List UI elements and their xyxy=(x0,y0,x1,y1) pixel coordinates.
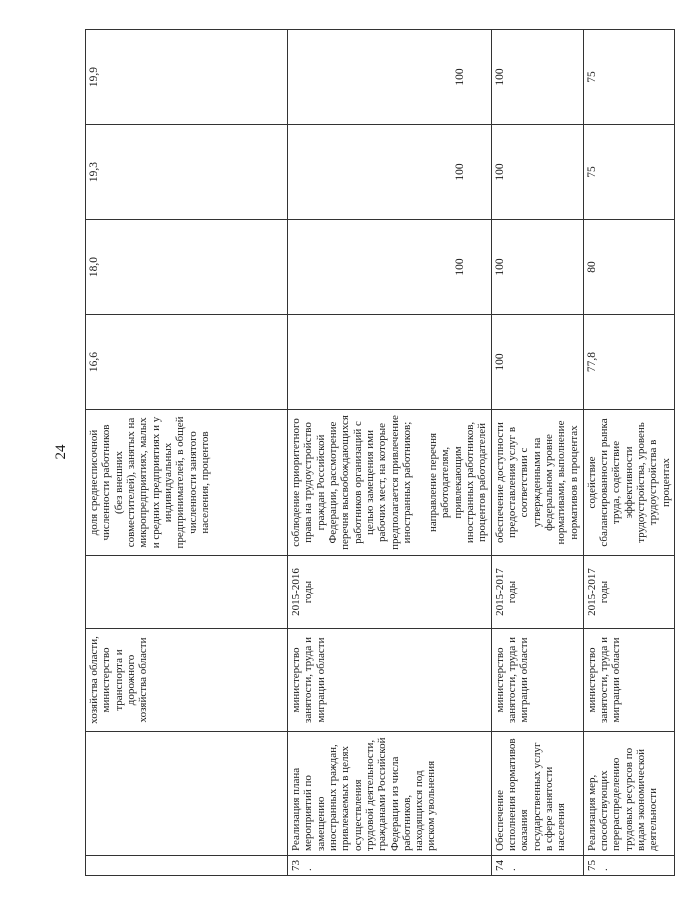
value-cell-3: 75 xyxy=(583,125,674,220)
value-cell-2: 80 xyxy=(583,220,674,315)
value-cell-3: 100 xyxy=(491,125,583,220)
indicator-cell xyxy=(288,410,492,556)
executor-cell: министерство занятости, труда и миграции области xyxy=(583,629,674,732)
executor-cell: министерство занятости, труда и миграции области xyxy=(288,629,492,732)
period-cell: 2015-2017 годы xyxy=(583,556,674,629)
executor-cell: хозяйства области, министерство транспорта и дорожного хозяйства области xyxy=(86,629,288,732)
period-cell: 2015-2016 годы xyxy=(288,556,492,629)
value-cell-4: 75 xyxy=(583,30,674,125)
indicator-cell: доля среднесписочной численности работников (без внешних совместителей), занятых на микропредприятиях, малых и средних предприятиях и у индивидуальных предпринимателей, в общей численности занятого населения, процентов xyxy=(86,410,288,556)
measures-table xyxy=(85,29,675,876)
value-cell-1: 77,8 xyxy=(583,315,674,410)
event-cell xyxy=(86,732,288,856)
table-row xyxy=(288,30,492,876)
table-row xyxy=(86,30,288,876)
event-cell: Реализация мер, способствующих перераспределению трудовых ресурсов по видам экономической деятельности xyxy=(583,732,674,856)
page-number: 24 xyxy=(53,444,69,460)
indicator-text-b: направление перечня работодателям, привлекающим иностранных работников, процентов работодателей xyxy=(427,421,489,544)
indicator-cell: обеспечение доступности предоставления услуг в соответствии с утвержденными на федеральном уровне нормативами, выполнение нормативов в процентах xyxy=(491,410,583,556)
event-cell: Реализация плана мероприятий по замещению иностранных граждан, привлекаемых в целях осуществления трудовой деятельности, гражданами Российской Федерации из числа работников, находящихся под риском увольнения xyxy=(288,732,492,856)
executor-cell: министерство занятости, труда и миграции области xyxy=(491,629,583,732)
value-cell-4: 100 xyxy=(288,30,492,125)
indicator-text-a: соблюдение приоритетного права на трудоустройство граждан Российской Федерации, рассмотрение перечня высвобождающихся работников организаций с целью замещения ими рабочих мест, на которые предполагается привлечение иностранных работников; xyxy=(290,415,413,550)
rotated-table-wrapper xyxy=(85,30,672,876)
value-cell-1: 100 xyxy=(491,315,583,410)
value-cell-1: 16,6 xyxy=(86,315,288,410)
row-number: 73. xyxy=(288,856,492,876)
row-number: 74. xyxy=(491,856,583,876)
value-cell-1 xyxy=(288,315,492,410)
value-cell-4: 19,9 xyxy=(86,30,288,125)
value-cell-2: 100 xyxy=(491,220,583,315)
value-cell-3: 100 xyxy=(288,125,492,220)
table-row xyxy=(583,30,674,876)
table-row xyxy=(491,30,583,876)
period-cell: 2015-2017 годы xyxy=(491,556,583,629)
value-cell-2: 18,0 xyxy=(86,220,288,315)
value-cell-3: 19,3 xyxy=(86,125,288,220)
value-cell-4: 100 xyxy=(491,30,583,125)
event-cell: Обеспечение исполнения нормативов оказания государственных услуг в сфере занятости населения xyxy=(491,732,583,856)
row-number: 75. xyxy=(583,856,674,876)
value-cell-2: 100 xyxy=(288,220,492,315)
row-number xyxy=(86,856,288,876)
indicator-cell: содействие сбалансированности рынка труда, содействие эффективности трудоустройства, уровень трудоустройства в процентах xyxy=(583,410,674,556)
period-cell xyxy=(86,556,288,629)
